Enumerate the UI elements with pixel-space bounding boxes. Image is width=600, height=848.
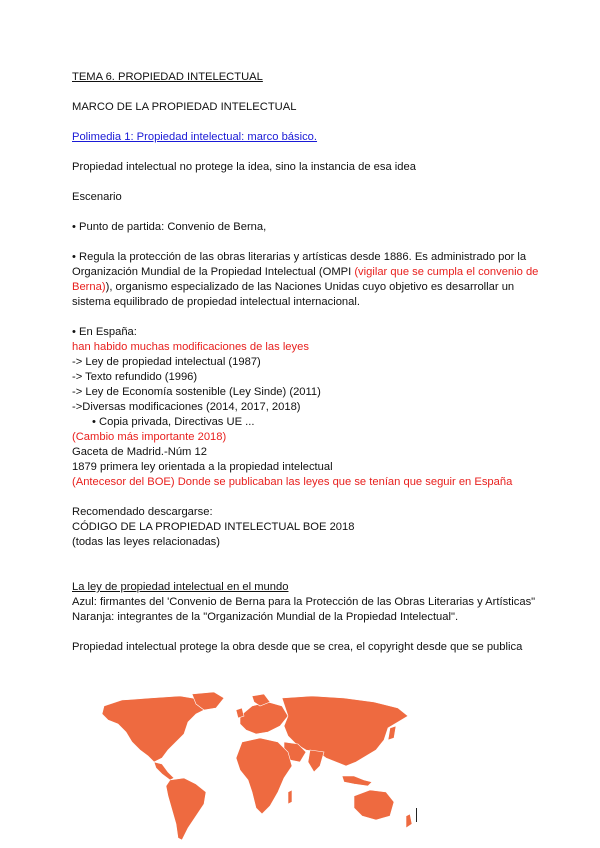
document-heading: TEMA 6. PROPIEDAD INTELECTUAL	[72, 71, 263, 83]
list-item: -> Ley de propiedad intelectual (1987)	[72, 356, 261, 368]
map-central-america	[154, 762, 174, 780]
list-item: -> Texto refundido (1996)	[72, 371, 198, 383]
section-title: MARCO DE LA PROPIEDAD INTELECTUAL	[72, 101, 297, 113]
bullet-berna: • Punto de partida: Convenio de Berna,	[72, 221, 267, 233]
recommended-label: Recomendado descargarse:	[72, 506, 213, 518]
closing-paragraph: Propiedad intelectual protege la obra desde que se crea, el copyright desde que se publica	[72, 641, 523, 653]
red-note: (vigilar que se cumpla el convenio de Berna)	[72, 266, 539, 293]
text-cursor	[416, 808, 417, 822]
list-item: -> Ley de Economía sostenible (Ley Sinde) (2011)	[72, 386, 321, 398]
azul-legend: Azul: firmantes del 'Convenio de Berna para la Protección de las Obras Literarias y Artísticas"	[72, 596, 536, 608]
recommended-note: (todas las leyes relacionadas)	[72, 536, 220, 548]
red-note: han habido muchas modificaciones de las leyes	[72, 341, 309, 353]
bullet-regula: • Regula la protección de las obras literarias y artísticas desde 1886. Es administrado por la Organización Mundial de la Propiedad Intelectual (OMPI (vigilar que se cumpla el convenio de Berna)), organismo especializado de las Naciones Unidas cuyo objetivo es desarrollar un sistema equilibrado de propiedad intelectual internacional.	[72, 251, 539, 308]
map-japan	[388, 726, 396, 740]
sub-bullet: • Copia privada, Directivas UE ...	[92, 416, 255, 428]
first-law-line: 1879 primera ley orientada a la propiedad intelectual	[72, 461, 333, 473]
world-map-image	[92, 692, 417, 844]
map-uk	[236, 708, 244, 718]
map-africa	[236, 738, 292, 814]
list-item: ->Diversas modificaciones (2014, 2017, 2018)	[72, 401, 301, 413]
map-indonesia	[342, 776, 372, 786]
polimedia-link[interactable]: Polimedia 1: Propiedad intelectual: marco básico.	[72, 131, 318, 143]
gaceta-line: Gaceta de Madrid.-Núm 12	[72, 446, 207, 458]
map-new-zealand	[406, 814, 412, 828]
map-india	[308, 750, 324, 772]
red-note: (Antecesor del BOE) Donde se publicaban las leyes que se tenían que seguir en España	[72, 476, 513, 488]
map-australia	[354, 790, 394, 820]
map-madagascar	[288, 790, 292, 804]
bullet-spain: • En España:	[72, 326, 137, 338]
recommended-title: CÓDIGO DE LA PROPIEDAD INTELECTUAL BOE 2018	[72, 521, 355, 533]
red-note: (Cambio más importante 2018)	[72, 431, 227, 443]
map-north-america	[102, 696, 208, 762]
document-body	[72, 70, 542, 655]
world-section-title: La ley de propiedad intelectual en el mundo	[72, 581, 289, 593]
escenario-label: Escenario	[72, 191, 122, 203]
map-europe	[240, 702, 288, 734]
naranja-legend: Naranja: integrantes de la "Organización Mundial de la Propiedad Intelectual".	[72, 611, 459, 623]
paragraph: Propiedad intelectual no protege la idea, sino la instancia de esa idea	[72, 161, 416, 173]
map-south-america	[166, 778, 206, 840]
